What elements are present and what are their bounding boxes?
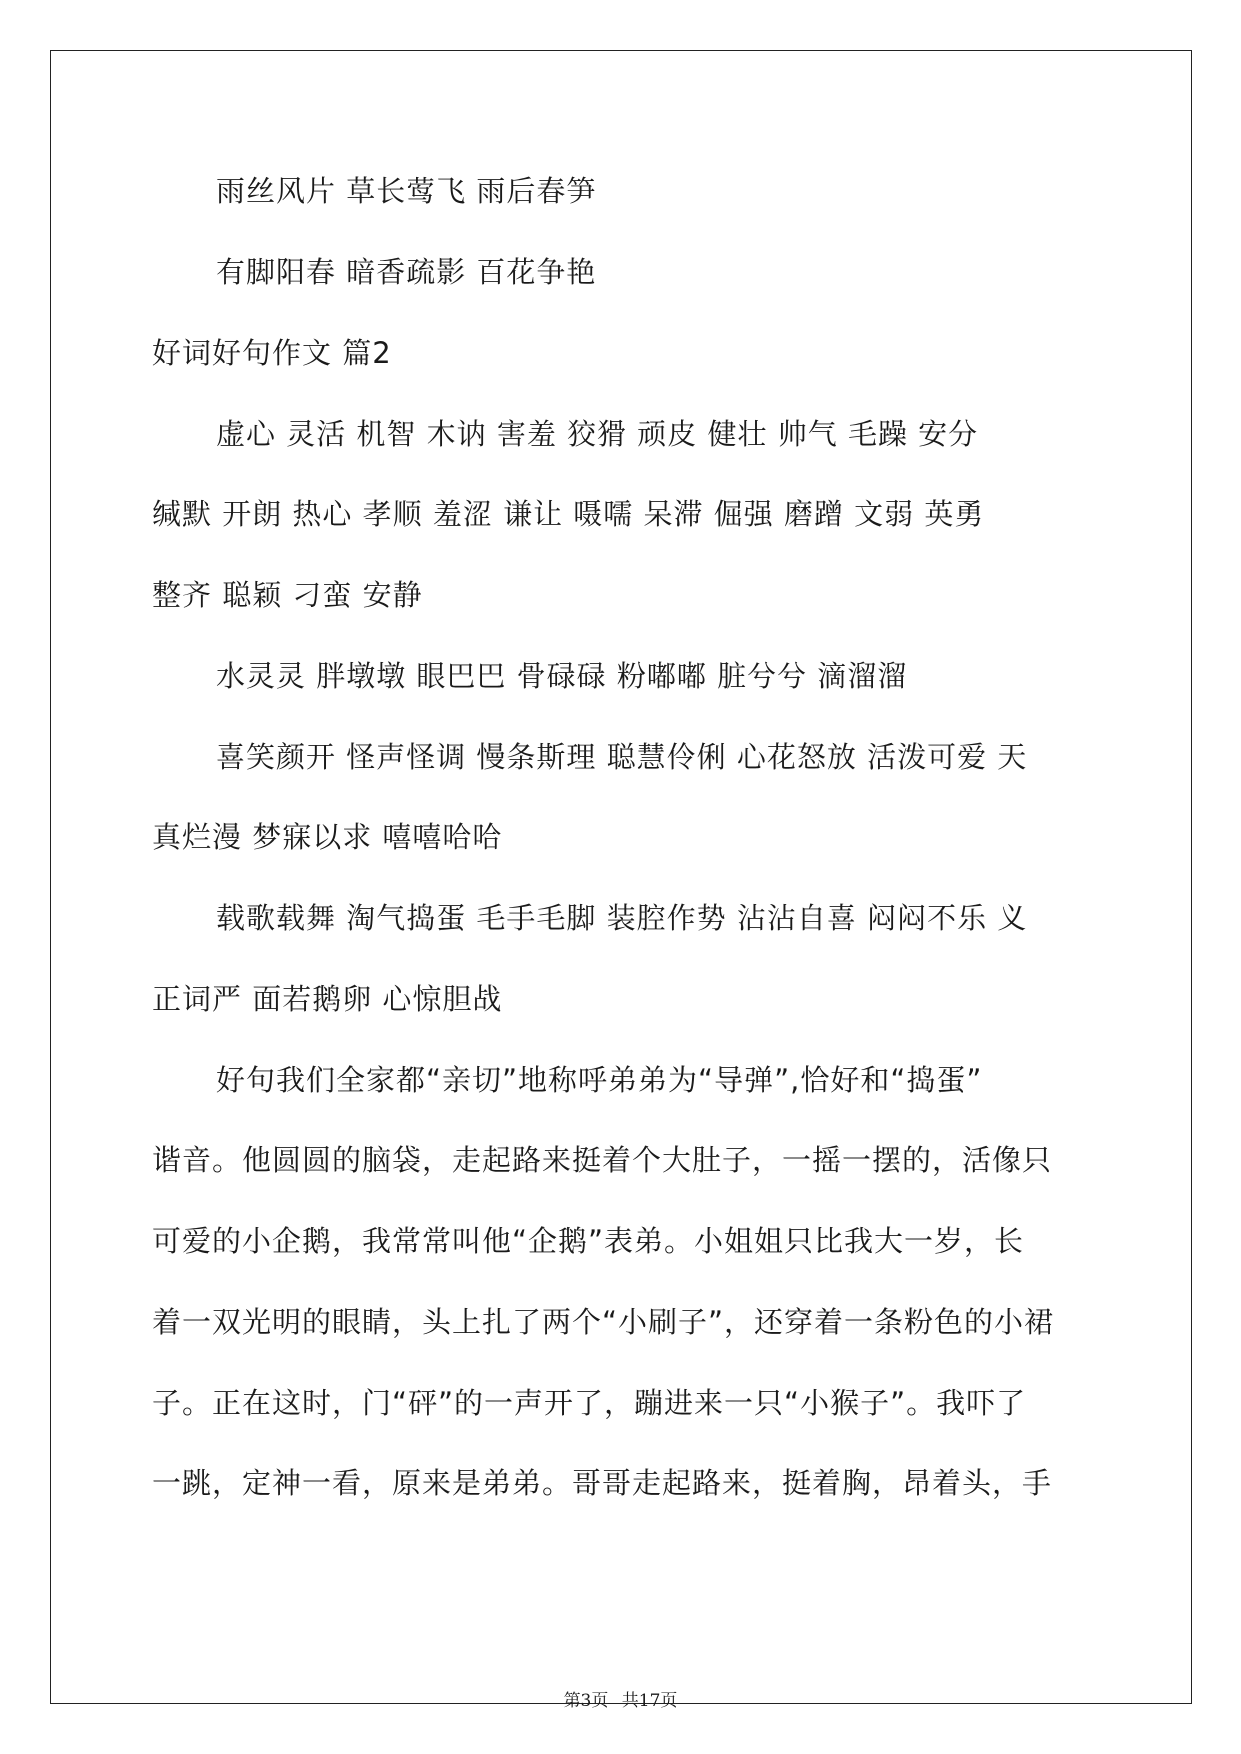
text-line: 整齐 聪颖 刁蛮 安静: [152, 578, 423, 612]
text-line: 子。正在这时，门“砰”的一声开了，蹦进来一只“小猴子”。我吓了: [152, 1386, 1027, 1420]
text-line: 载歌载舞 淘气捣蛋 毛手毛脚 装腔作势 沾沾自喜 闷闷不乐 义: [216, 901, 1028, 935]
text-line: 缄默 开朗 热心 孝顺 羞涩 谦让 嗫嚅 呆滞 倔强 磨蹭 文弱 英勇: [152, 497, 985, 531]
text-line: 正词严 面若鹅卵 心惊胆战: [152, 982, 503, 1016]
text-line: 喜笑颜开 怪声怪调 慢条斯理 聪慧伶俐 心花怒放 活泼可爱 天: [216, 740, 1028, 774]
text-line: 谐音。他圆圆的脑袋，走起路来挺着个大肚子，一摇一摆的，活像只: [152, 1143, 1053, 1177]
page-number: 第3页: [563, 1691, 609, 1711]
text-line: 一跳，定神一看，原来是弟弟。哥哥走起路来，挺着胸，昂着头，手: [152, 1466, 1053, 1500]
section-heading: 好词好句作文 篇2: [152, 336, 392, 370]
text-line: 雨丝风片 草长莺飞 雨后春笋: [216, 174, 597, 208]
text-line: 虚心 灵活 机智 木讷 害羞 狡猾 顽皮 健壮 帅气 毛躁 安分: [216, 417, 979, 451]
page-border: [50, 50, 1192, 1704]
total-pages: 共17页: [621, 1691, 678, 1711]
page-footer: [0, 1690, 1241, 1712]
text-line: 可爱的小企鹅，我常常叫他“企鹅”表弟。小姐姐只比我大一岁，长: [152, 1224, 1025, 1258]
text-line: 有脚阳春 暗香疏影 百花争艳: [216, 255, 597, 289]
text-line: 着一双光明的眼睛，头上扎了两个“小刷子”，还穿着一条粉色的小裙: [152, 1305, 1055, 1339]
text-line: 真烂漫 梦寐以求 嘻嘻哈哈: [152, 820, 503, 854]
text-line: 水灵灵 胖墩墩 眼巴巴 骨碌碌 粉嘟嘟 脏兮兮 滴溜溜: [216, 659, 908, 693]
text-line: 好句我们全家都“亲切”地称呼弟弟为“导弹”,恰好和“捣蛋”: [216, 1063, 983, 1097]
